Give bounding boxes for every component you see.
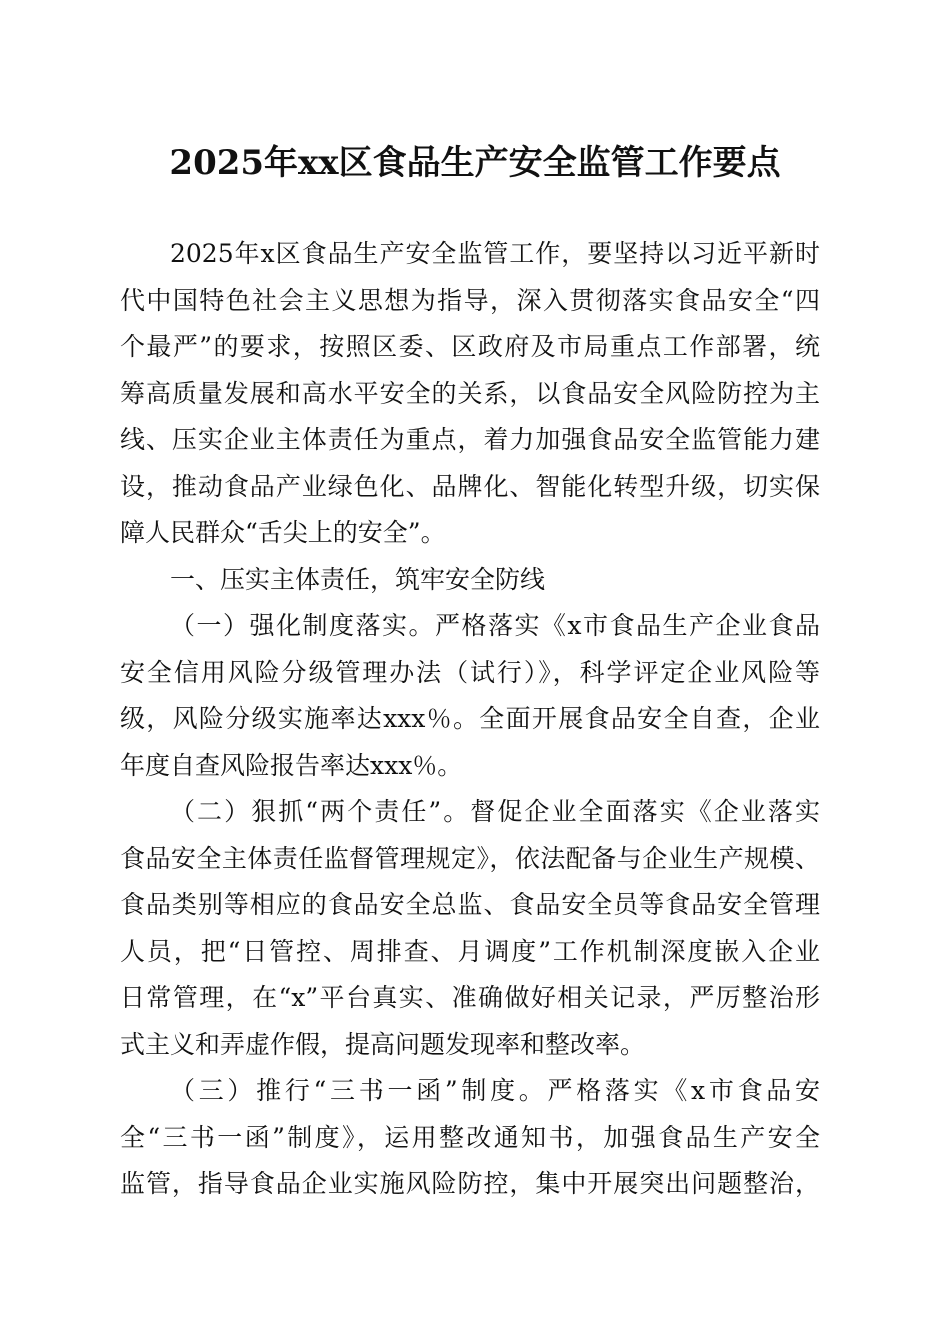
intro-line: 线、压实企业主体责任为重点，着力加强食品安全监管能力建 (120, 425, 820, 454)
intro-line: 个最严”的要求，按照区委、区政府及市局重点工作部署，统 (120, 332, 820, 361)
item2-line: 食品安全主体责任监督管理规定》，依法配备与企业生产规模、 (120, 844, 820, 873)
item1-line: （一）强化制度落实。严格落实《x市食品生产企业食品 (170, 611, 820, 640)
item2-line: 日常管理，在“x”平台真实、准确做好相关记录，严厉整治形 (120, 983, 820, 1012)
item2-line: 食品类别等相应的食品安全总监、食品安全员等食品安全管理 (120, 890, 820, 919)
item1-line: 年度自查风险报告率达xxx％。 (120, 751, 463, 780)
item2-line: （二）狠抓“两个责任”。督促企业全面落实《企业落实 (170, 797, 820, 826)
intro-line: 设，推动食品产业绿色化、品牌化、智能化转型升级，切实保 (120, 472, 820, 501)
intro-line: 筹高质量发展和高水平安全的关系，以食品安全风险防控为主 (120, 379, 820, 408)
intro-line: 2025年x区食品生产安全监管工作，要坚持以习近平新时 (170, 239, 820, 268)
item1-line: 安全信用风险分级管理办法（试行）》，科学评定企业风险等 (120, 658, 820, 687)
item3-line: （三）推行“三书一函”制度。严格落实《x市食品安 (170, 1076, 820, 1105)
item3-line: 全“三书一函”制度》，运用整改通知书，加强食品生产安全 (120, 1123, 820, 1152)
item3-line: 监管，指导食品企业实施风险防控，集中开展突出问题整治， (120, 1169, 820, 1198)
item2-line: 式主义和弄虚作假，提高问题发现率和整改率。 (120, 1030, 646, 1059)
intro-line: 代中国特色社会主义思想为指导，深入贯彻落实食品安全“四 (120, 286, 820, 315)
item1-line: 级，风险分级实施率达xxx％。全面开展食品安全自查，企业 (120, 704, 820, 733)
intro-line: 障人民群众“舌尖上的安全”。 (120, 518, 446, 547)
document-title: 2025年xx区食品生产安全监管工作要点 (169, 143, 781, 183)
section-heading: 一、压实主体责任，筑牢安全防线 (170, 565, 546, 594)
item2-line: 人员，把“日管控、周排查、月调度”工作机制深度嵌入企业 (120, 937, 820, 966)
